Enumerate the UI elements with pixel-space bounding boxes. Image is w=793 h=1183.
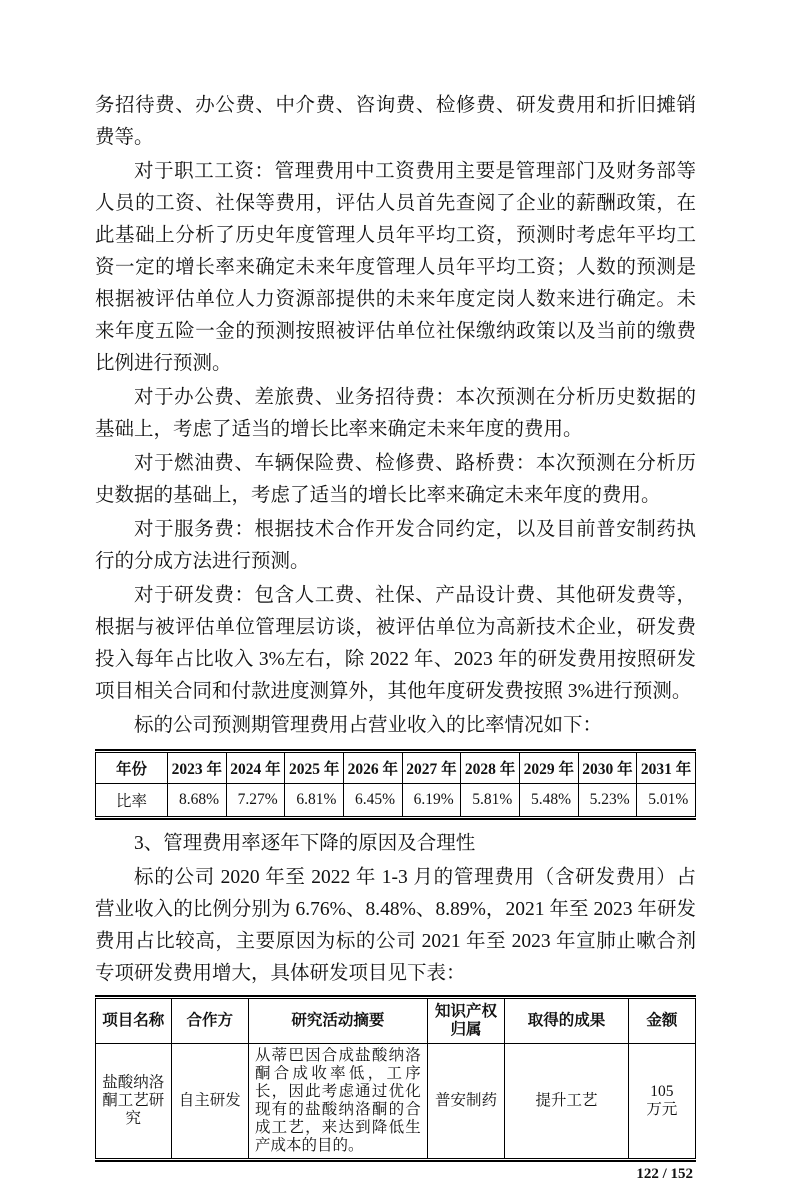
paragraph-fuel-expense: 对于燃油费、车辆保险费、检修费、路桥费：本次预测在分析历史数据的基础上，考虑了适当的增长比率来确定未来年度的费用。	[95, 453, 696, 506]
ratio-value-2023: 8.68%	[168, 784, 227, 817]
ratio-table-header-row	[96, 753, 696, 784]
paragraph-expense-items: 务招待费、办公费、中介费、咨询费、检修费、研发费用和折旧摊销费等。	[95, 95, 696, 148]
paragraph-office-expense: 对于办公费、差旅费、业务招待费：本次预测在分析历史数据的基础上，考虑了适当的增长比率来确定未来年度的费用。	[95, 387, 696, 440]
ratio-value-2025: 6.81%	[285, 784, 344, 817]
rnd-header-project: 项目名称	[96, 999, 172, 1044]
ratio-value-2024: 7.27%	[226, 784, 285, 817]
rnd-header-achievement: 取得的成果	[505, 999, 629, 1044]
ratio-header-2028: 2028 年	[461, 753, 520, 784]
ratio-header-year: 年份	[96, 753, 168, 784]
rnd-header-amount: 金额	[628, 999, 695, 1044]
paragraph-reason-analysis: 标的公司 2020 年至 2022 年 1-3 月的管理费用（含研发费用）占营业收入的比例分别为 6.76%、8.48%、8.89%，2021 年至 2023 年研发费用占比较高，主要原因为标的公司 2021 年至 2023 年宣肺止嗽合剂专项研发费用增大，具体研发项目见下表：	[95, 867, 696, 984]
rnd-table-data-row	[96, 1044, 696, 1159]
paragraph-rnd-expense: 对于研发费：包含人工费、社保、产品设计费、其他研发费等，根据与被评估单位管理层访谈，被评估单位为高新技术企业，研发费投入每年占比收入 3%左右，除 2022 年、2023 年的研发费用按照研发项目相关合同和付款进度测算外，其他年度研发费按照 3%进行预测。	[95, 585, 696, 702]
ratio-value-2031: 5.01%	[637, 784, 696, 817]
ratio-value-2027: 6.19%	[402, 784, 461, 817]
rnd-project-table	[95, 998, 696, 1159]
ratio-value-2028: 5.81%	[461, 784, 520, 817]
ratio-header-2029: 2029 年	[519, 753, 578, 784]
ratio-header-2025: 2025 年	[285, 753, 344, 784]
rnd-header-ip-owner: 知识产权归属	[427, 999, 504, 1044]
management-expense-ratio-table	[95, 752, 696, 817]
rnd-cell-summary: 从蒂巴因合成盐酸纳洛酮合成收率低，工序长，因此考虑通过优化现有的盐酸纳洛酮的合成工艺，来达到降低生产成本的目的。	[248, 1044, 427, 1159]
rnd-header-summary: 研究活动摘要	[248, 999, 427, 1044]
ratio-value-2030: 5.23%	[578, 784, 637, 817]
ratio-header-2031: 2031 年	[637, 753, 696, 784]
rnd-amount-unit: 万元	[646, 1101, 678, 1118]
rnd-cell-partner: 自主研发	[171, 1044, 248, 1159]
page-number: 122 / 152	[636, 1166, 693, 1182]
rnd-project-table-wrap	[95, 995, 696, 1162]
ratio-header-2023: 2023 年	[168, 753, 227, 784]
ratio-table-data-row	[96, 784, 696, 817]
ratio-header-2030: 2030 年	[578, 753, 637, 784]
rnd-cell-achievement: 提升工艺	[505, 1044, 629, 1159]
ratio-value-2026: 6.45%	[343, 784, 402, 817]
ratio-header-2024: 2024 年	[226, 753, 285, 784]
paragraph-service-fee: 对于服务费：根据技术合作开发合同约定，以及目前普安制药执行的分成方法进行预测。	[95, 519, 696, 572]
ratio-header-2027: 2027 年	[402, 753, 461, 784]
ratio-row-label: 比率	[96, 784, 168, 817]
rnd-table-header-row	[96, 999, 696, 1044]
rnd-amount-value: 105	[650, 1083, 674, 1100]
paragraph-ratio-table-intro: 标的公司预测期管理费用占营业收入的比率情况如下：	[134, 715, 603, 736]
rnd-cell-amount	[628, 1044, 695, 1159]
paragraph-staff-salary: 对于职工工资：管理费用中工资费用主要是管理部门及财务部等人员的工资、社保等费用，评估人员首先查阅了企业的薪酬政策，在此基础上分析了历史年度管理人员年平均工资，预测时考虑年平均工资一定的增长率来确定未来年度管理人员年平均工资；人数的预测是根据被评估单位人力资源部提供的未来年度定岗人数来进行确定。未来年度五险一金的预测按照被评估单位社保缴纳政策以及当前的缴费比例进行预测。	[95, 161, 696, 374]
ratio-value-2029: 5.48%	[519, 784, 578, 817]
management-expense-ratio-table-wrap	[95, 749, 696, 820]
ratio-header-2026: 2026 年	[343, 753, 402, 784]
section-heading: 3、管理费用率逐年下降的原因及合理性	[134, 833, 476, 854]
rnd-cell-ip-owner: 普安制药	[427, 1044, 504, 1159]
rnd-header-partner: 合作方	[171, 999, 248, 1044]
rnd-cell-project: 盐酸纳洛酮工艺研究	[96, 1044, 172, 1159]
